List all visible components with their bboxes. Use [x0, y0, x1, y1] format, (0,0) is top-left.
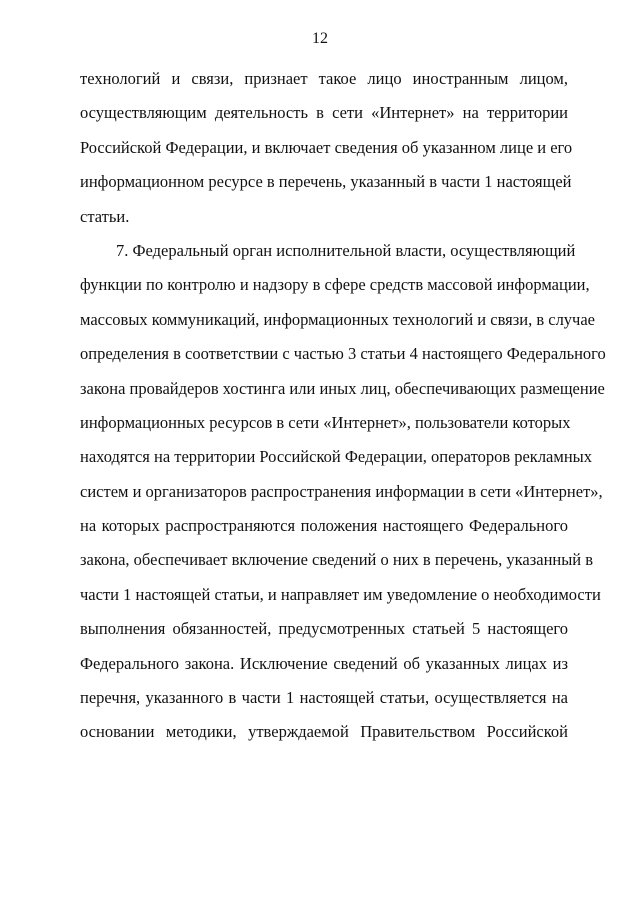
- text-line: Федерального закона. Исключение сведений об указанных лицах из: [80, 653, 568, 673]
- paragraph-7: [80, 234, 606, 750]
- text-line: информационных ресурсов в сети «Интернет», пользователи которых: [80, 412, 571, 432]
- text-line: части 1 настоящей статьи, и направляет им уведомление о необходимости: [80, 584, 601, 604]
- paragraph-continued: [80, 62, 573, 234]
- text-line: массовых коммуникаций, информационных технологий и связи, в случае: [80, 309, 595, 329]
- document-body: [80, 62, 606, 750]
- text-line: информационном ресурсе в перечень, указанный в части 1 настоящей: [80, 172, 572, 192]
- text-line: статьи.: [80, 206, 130, 226]
- text-line: систем и организаторов распространения информации в сети «Интернет»,: [80, 481, 603, 501]
- text-line: закона, обеспечивает включение сведений о них в перечень, указанный в: [80, 550, 594, 570]
- text-line: 7. Федеральный орган исполнительной власти, осуществляющий: [116, 240, 576, 260]
- text-line: основании методики, утверждаемой Правительством Российской: [80, 722, 568, 742]
- text-line: выполнения обязанностей, предусмотренных статьей 5 настоящего: [80, 619, 568, 639]
- text-line: на которых распространяются положения настоящего Федерального: [80, 516, 568, 536]
- text-line: определения в соответствии с частью 3 статьи 4 настоящего Федерального: [80, 344, 606, 364]
- text-line: находятся на территории Российской Федерации, операторов рекламных: [80, 447, 592, 467]
- page-number: 12: [312, 30, 328, 47]
- text-line: Российской Федерации, и включает сведения об указанном лице и его: [80, 137, 573, 157]
- text-line: закона провайдеров хостинга или иных лиц, обеспечивающих размещение: [80, 378, 605, 398]
- text-line: функции по контролю и надзору в сфере средств массовой информации,: [80, 275, 590, 295]
- text-line: перечня, указанного в части 1 настоящей статьи, осуществляется на: [80, 688, 568, 708]
- text-line: осуществляющим деятельность в сети «Интернет» на территории: [80, 103, 568, 123]
- text-line: технологий и связи, признает такое лицо иностранным лицом,: [80, 69, 568, 88]
